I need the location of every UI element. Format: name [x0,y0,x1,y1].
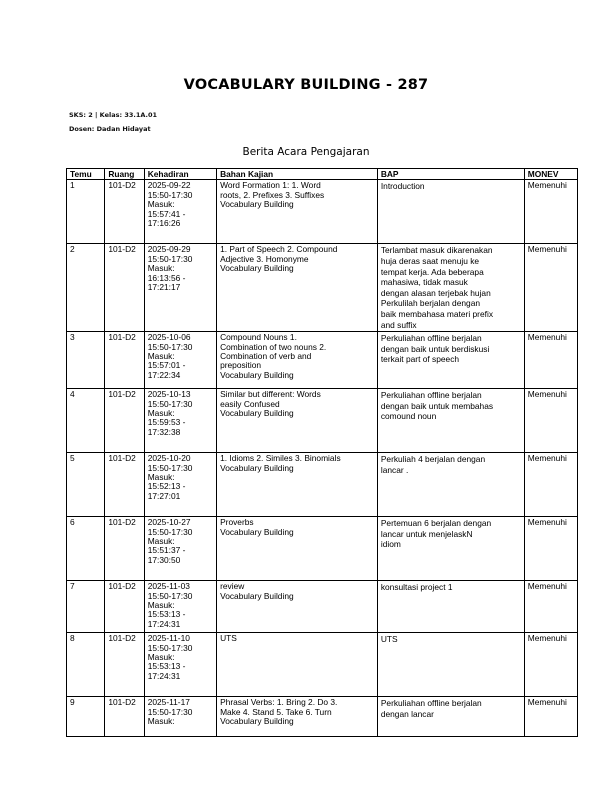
cell-bahan-kajian-line: roots, 2. Prefixes 3. Suffixes [220,189,325,200]
cell-ruang: 101-D2 [105,517,144,581]
cell-temu: 9 [67,697,105,737]
cell-bap-line: tempat kerja. Ada beberapa [380,266,484,277]
cell-monev: Memenuhi [524,332,577,389]
header-kehadiran: Kehadiran [144,169,216,180]
cell-bap-line: lancar . [380,464,409,475]
cell-kehadiran [144,180,216,244]
table-row [67,581,578,633]
cell-bahan-kajian-line: Vocabulary Building [220,199,294,210]
cell-bap [377,453,524,517]
course-info: SKS: 2 | Kelas: 33.1A.01 [69,111,158,119]
cell-kehadiran-line: 15:53:13 - [147,609,186,620]
cell-kehadiran-line: 17:16:26 [147,218,181,229]
cell-kehadiran-line: 15:50-17:30 [147,526,193,537]
cell-kehadiran-line: Masuk: [147,350,175,361]
header-temu: Temu [67,169,105,180]
cell-ruang: 101-D2 [105,453,144,517]
cell-kehadiran-line: 2025-10-13 [147,389,191,400]
cell-monev: Memenuhi [524,517,577,581]
cell-bahan-kajian-line: preposition [220,360,262,371]
cell-kehadiran-line: 15:50-17:30 [147,462,193,473]
cell-kehadiran [144,453,216,517]
cell-bahan-kajian-line: Adjective 3. Homonyme [220,253,309,264]
cell-kehadiran-line: 17:21:17 [147,282,181,293]
cell-kehadiran-line: Masuk: [147,651,175,662]
cell-bahan-kajian-line: Similar but different: Words [220,389,321,400]
table-row [67,180,578,244]
cell-kehadiran-line: Masuk: [147,407,175,418]
cell-bahan-kajian-line: Combination of verb and [220,350,312,361]
cell-kehadiran-line: 2025-11-10 [147,633,190,644]
cell-bap-line: dengan alasan terjebak hujan [380,287,491,298]
cell-kehadiran-line: 17:22:34 [147,369,181,380]
cell-kehadiran-line: Masuk: [147,535,175,546]
cell-bahan-kajian-line: Vocabulary Building [220,369,294,380]
cell-bahan-kajian-line: Vocabulary Building [220,263,294,274]
cell-kehadiran-line: 2025-11-03 [147,581,190,592]
lecturer-info: Dosen: Dadan Hidayat [69,125,151,133]
cell-bap [377,244,524,332]
table-row [67,244,578,332]
cell-bahan-kajian-line: Combination of two nouns 2. [220,341,327,352]
cell-kehadiran-line: 15:50-17:30 [147,706,193,717]
cell-bahan-kajian-line: Proverbs [220,517,254,528]
table-row [67,697,578,737]
cell-bahan-kajian [217,581,378,633]
cell-kehadiran-line: 17:27:01 [147,490,181,501]
cell-bap [377,517,524,581]
cell-monev: Memenuhi [524,244,577,332]
cell-bahan-kajian-line: Word Formation 1: 1. Word [220,180,321,191]
cell-bap-line: lancar untuk menjelaskN [380,528,473,539]
cell-temu: 8 [67,633,105,697]
cell-kehadiran-line: Masuk: [147,199,175,210]
cell-kehadiran-line: 17:32:38 [147,426,181,437]
cell-bahan-kajian-line: Vocabulary Building [220,526,294,537]
cell-temu: 1 [67,180,105,244]
cell-bap [377,697,524,737]
header-bahan-kajian: Bahan Kajian [217,169,378,180]
cell-bahan-kajian [217,180,378,244]
cell-bahan-kajian-line: Phrasal Verbs: 1. Bring 2. Do 3. [220,697,338,708]
cell-kehadiran-line: 15:57:41 - [147,208,186,219]
cell-bahan-kajian-line: Vocabulary Building [220,407,294,418]
cell-bap-line: terkait part of speech [380,354,460,365]
cell-temu: 3 [67,332,105,389]
cell-bahan-kajian [217,697,378,737]
teaching-record-table [66,168,578,737]
cell-kehadiran [144,633,216,697]
cell-temu: 6 [67,517,105,581]
section-title: Berita Acara Pengajaran [242,146,370,158]
cell-ruang: 101-D2 [105,180,144,244]
cell-bap-line: huja deras saat menuju ke [380,256,480,266]
cell-ruang: 101-D2 [105,633,144,697]
cell-bahan-kajian [217,244,378,332]
cell-bahan-kajian-line: easily Confused [220,398,280,409]
cell-bap [377,633,524,697]
cell-bahan-kajian-line: 1. Idioms 2. Similes 3. Binomials [220,453,341,464]
cell-kehadiran [144,517,216,581]
cell-ruang: 101-D2 [105,581,144,633]
table-row [67,633,578,697]
cell-monev: Memenuhi [524,453,577,517]
cell-temu: 5 [67,453,105,517]
cell-kehadiran-line: 15:59:53 - [147,417,186,428]
cell-bahan-kajian-line: Vocabulary Building [220,715,294,726]
header-monev: MONEV [524,169,577,180]
cell-monev: Memenuhi [524,389,577,453]
cell-monev: Memenuhi [524,581,577,633]
cell-temu: 4 [67,389,105,453]
cell-monev: Memenuhi [524,180,577,244]
cell-kehadiran-line: 17:24:31 [147,670,181,681]
cell-kehadiran-line: 17:24:31 [147,618,181,629]
cell-kehadiran [144,697,216,737]
cell-kehadiran-line: 15:50-17:30 [147,189,193,200]
cell-bahan-kajian-line: Vocabulary Building [220,462,294,473]
cell-kehadiran-line: 15:57:01 - [147,360,186,371]
cell-bap-line: Perkulilah berjalan dengan [380,298,481,309]
header-bap: BAP [377,169,524,180]
cell-kehadiran-line: Masuk: [147,263,175,274]
cell-kehadiran-line: 15:53:13 - [147,661,186,672]
cell-bap-line: dengan lancar [380,708,434,719]
cell-kehadiran-line: 16:13:56 - [147,272,186,283]
cell-kehadiran [144,389,216,453]
cell-bap-line: comound noun [380,411,437,422]
cell-kehadiran-line: 2025-10-20 [147,453,191,464]
cell-kehadiran-line: 15:50-17:30 [147,590,193,601]
cell-ruang: 101-D2 [105,332,144,389]
cell-kehadiran-line: Masuk: [147,599,175,610]
cell-ruang: 101-D2 [105,244,144,332]
cell-kehadiran-line: 2025-11-17 [147,697,190,708]
cell-bahan-kajian [217,389,378,453]
cell-kehadiran-line: 2025-10-06 [147,332,191,343]
cell-bap [377,581,524,633]
cell-ruang: 101-D2 [105,697,144,737]
cell-bap-line: Terlambat masuk dikarenakan [380,245,493,256]
cell-bahan-kajian-line: Make 4. Stand 5. Take 6. Turn [220,706,332,717]
table-header-row [67,169,578,180]
cell-kehadiran [144,332,216,389]
cell-bap-line: Pertemuan 6 berjalan dengan [380,518,492,529]
cell-kehadiran-line: 15:51:37 - [147,545,186,556]
cell-kehadiran-line: 15:50-17:30 [147,253,193,264]
table-row [67,389,578,453]
header-ruang: Ruang [105,169,144,180]
cell-kehadiran-line: 2025-09-22 [147,180,191,191]
cell-bap-line: dengan baik untuk berdiskusi [380,343,490,354]
cell-bap-line: mahasiwa, tidak masuk [380,277,468,288]
cell-bahan-kajian [217,453,378,517]
cell-bahan-kajian-line: Vocabulary Building [220,590,294,601]
cell-bap-line: baik membahasa materi prefix [380,308,494,319]
cell-bap-line: Perkuliah 4 berjalan dengan [380,454,486,465]
cell-ruang: 101-D2 [105,389,144,453]
cell-bap-line: and suffix [380,319,417,330]
table-row [67,453,578,517]
table-row [67,332,578,389]
cell-bap-line: Perkuliahan offline berjalan [380,333,482,344]
cell-bap [377,332,524,389]
cell-kehadiran-line: 17:30:50 [147,554,181,565]
cell-monev: Memenuhi [524,633,577,697]
cell-kehadiran-line: Masuk: [147,715,175,726]
cell-kehadiran-line: 2025-09-29 [147,244,191,255]
cell-kehadiran [144,244,216,332]
cell-bahan-kajian [217,517,378,581]
cell-kehadiran-line: 15:50-17:30 [147,642,193,653]
cell-bahan-kajian [217,633,378,697]
cell-bahan-kajian-line: UTS [220,633,237,644]
cell-bap-line: idiom [380,539,401,550]
cell-bahan-kajian-line: 1. Part of Speech 2. Compound [220,244,338,255]
cell-kehadiran-line: 15:50-17:30 [147,398,193,409]
document-title: VOCABULARY BUILDING - 287 [183,77,429,93]
cell-bap-line: dengan baik untuk membahas [380,400,494,411]
cell-bahan-kajian-line: Compound Nouns 1. [220,332,297,343]
table-row [67,517,578,581]
cell-kehadiran-line: Masuk: [147,471,175,482]
cell-temu: 7 [67,581,105,633]
cell-kehadiran-line: 2025-10-27 [147,517,191,528]
cell-bap-line: UTS [380,634,398,645]
cell-bap-line: Perkuliahan offline berjalan [380,698,482,709]
cell-temu: 2 [67,244,105,332]
cell-monev: Memenuhi [524,697,577,737]
cell-kehadiran-line: 15:52:13 - [147,481,186,492]
cell-bap-line: Introduction [380,181,425,192]
cell-kehadiran-line: 15:50-17:30 [147,341,193,352]
cell-bap-line: Perkuliahan offline berjalan [380,390,482,401]
cell-bap [377,180,524,244]
cell-bahan-kajian [217,332,378,389]
cell-kehadiran [144,581,216,633]
cell-bap [377,389,524,453]
cell-bap-line: konsultasi project 1 [380,582,453,593]
cell-bahan-kajian-line: review [220,581,245,592]
